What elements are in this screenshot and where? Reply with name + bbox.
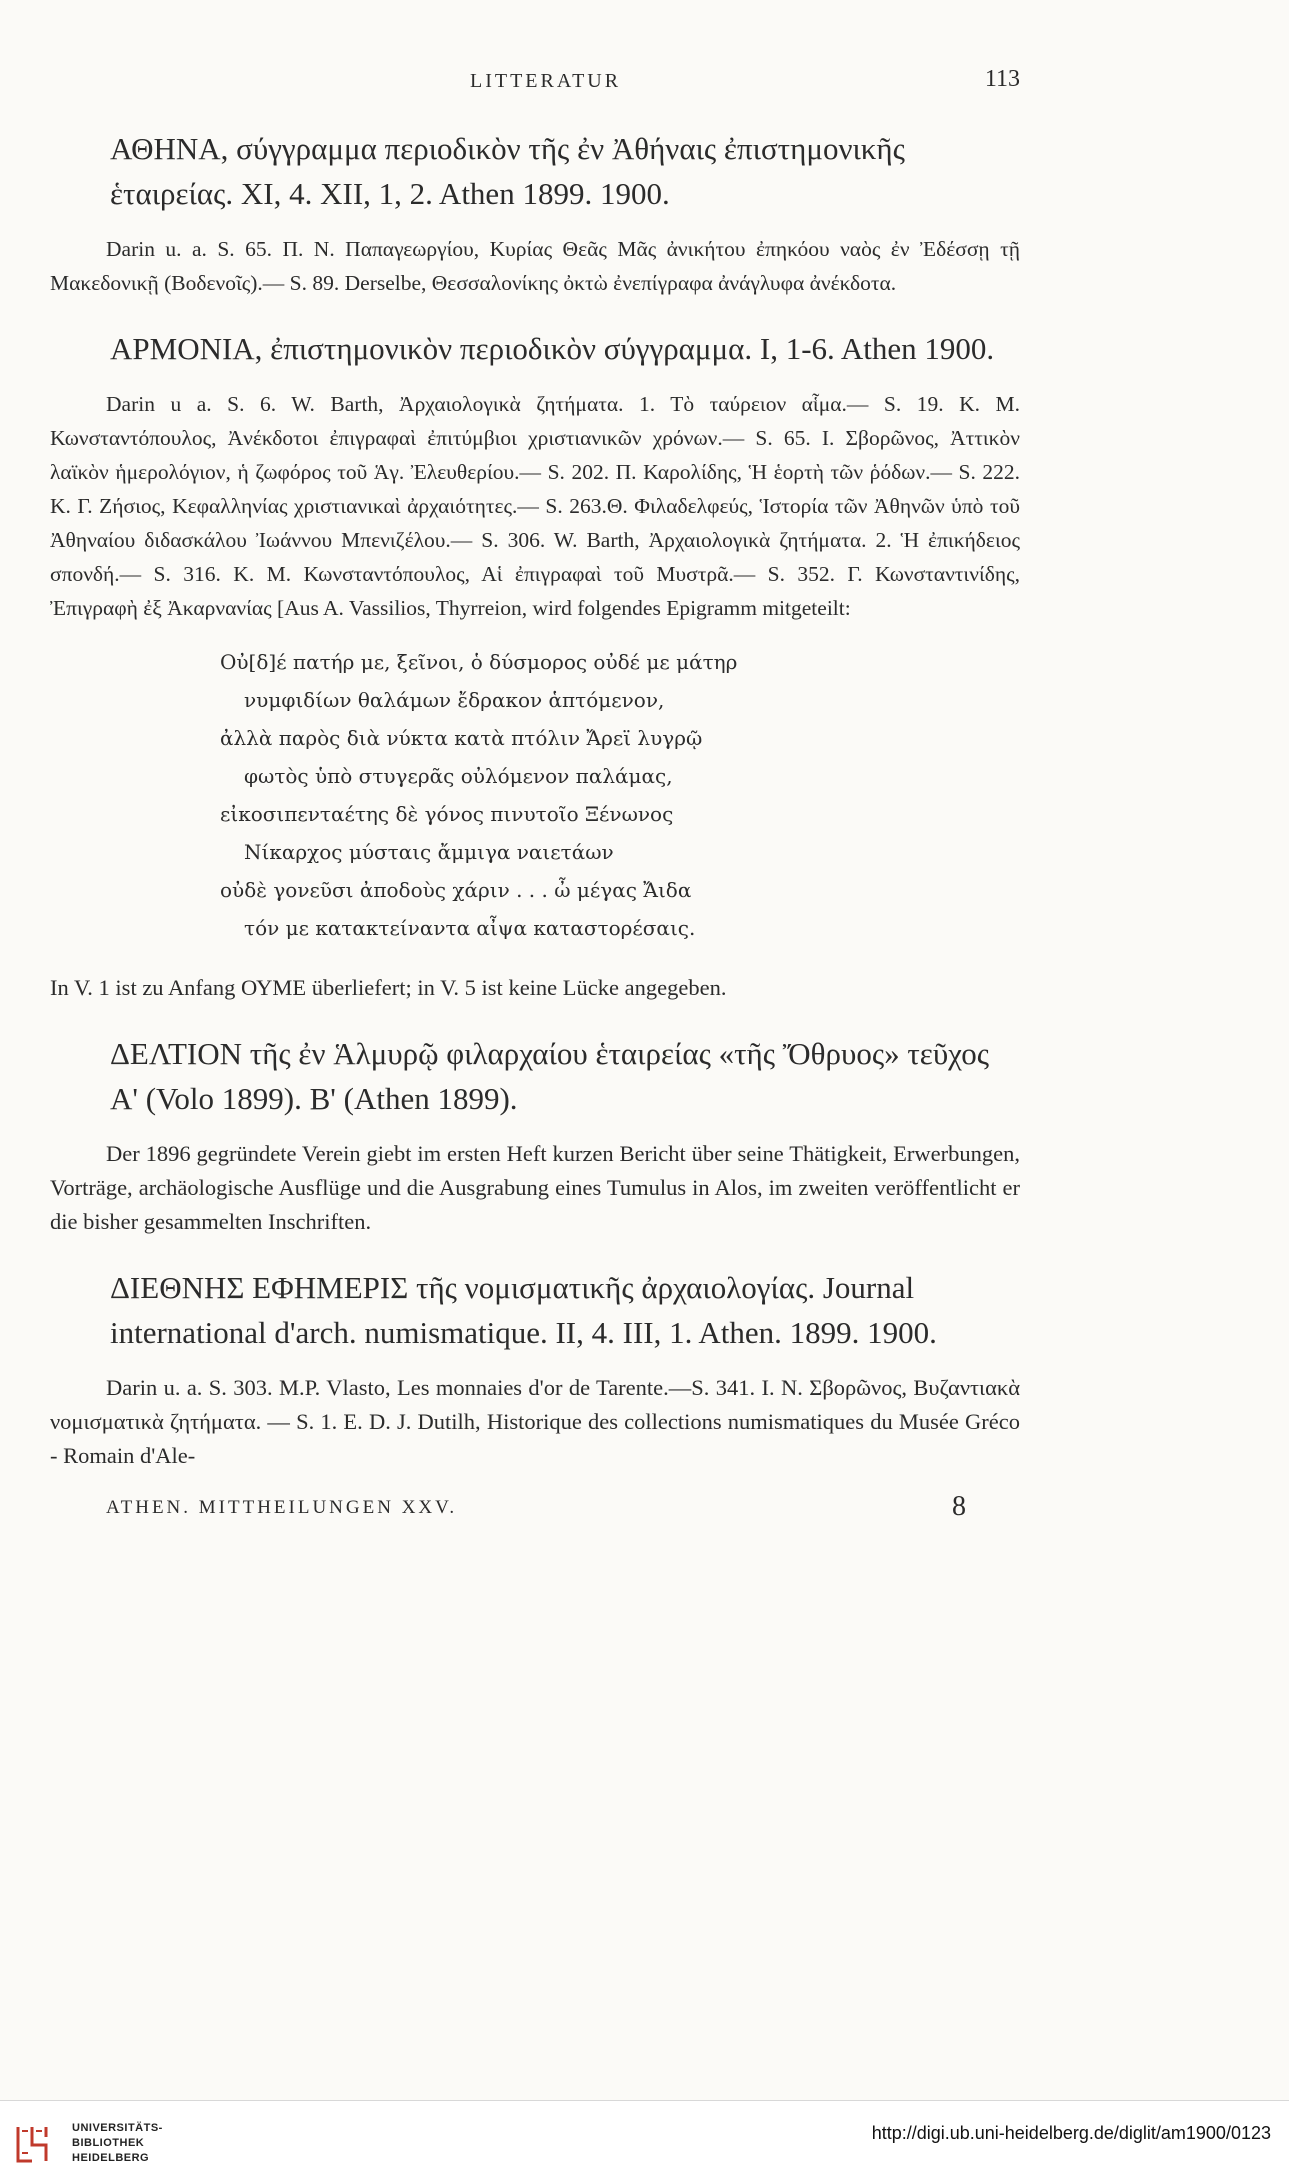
entry-body-deltion: Der 1896 gegründete Verein giebt im ersten Heft kurzen Bericht über seine Thätigkeit, Erwerbungen, Vorträge, archäologische Ausflüge und die Ausgrabung eines Tumulus in Alos, im zweiten veröffentlicht er die bisher gesammelten Inschriften. — [50, 1141, 1020, 1234]
page-content — [50, 60, 1020, 1531]
library-name-line: UNIVERSITÄTS- — [72, 2122, 163, 2134]
poem-line: νυμφιδίων θαλάμων ἔδρακον ἁπτόμενον, — [244, 688, 665, 712]
epigram-note: In V. 1 ist zu Anfang ΟΥΜΕ überliefert; in V. 5 ist keine Lücke angegeben. — [50, 975, 727, 1000]
poem-line: τόν με κατακτείναντα αἶψα καταστορέσαις. — [244, 916, 696, 940]
epigram-poem — [220, 643, 1020, 947]
university-library-logo-icon — [12, 2121, 56, 2167]
entry-body-diethnes: Darin u. a. S. 303. M.P. Vlasto, Les monnaies d'or de Tarente.—S. 341. I. N. Σβορῶνος, Βυζαντιακὰ νομισματικὰ ζητήματα. — S. 1. E. D. J. Dutilh, Historique des collections numismatiques du Musée Gréco - Romain d'Ale- — [50, 1375, 1020, 1468]
poem-line: Οὐ[δ]έ πατήρ με, ξεῖνοι, ὁ δύσμορος οὐδέ με μάτηρ — [220, 650, 738, 674]
signature-line — [50, 1491, 1020, 1531]
poem-line: οὐδὲ γονεῦσι ἀποδοὺς χάριν . . . ὦ μέγας Ἄιδα — [220, 878, 692, 902]
entry-body-athena: Darin u. a. S. 65. Π. Ν. Παπαγεωργίου, Κυρίας Θεᾶς Μᾶς ἀνικήτου ἐπηκόου ναὸς ἐν Ἐδέσσῃ τῇ Μακεδονικῇ (Βοδενοῖς).— S. 89. Derselbe, Θεσσαλονίκης ὀκτὼ ἐνεπίγραφα ἀνάγλυφα ἀνέκδοτα. — [50, 237, 1020, 295]
library-name — [72, 2121, 163, 2166]
running-head-title: LITTERATUR — [470, 70, 622, 92]
entry-title-diethnes: ΔΙΕΘΝΗΣ ΕΦΗΜΕΡΙΣ τῆς νομισματικῆς ἀρχαιολογίας. Journal international d'arch. numismatique. II, 4. III, 1. Athen. 1899. 1900. — [110, 1270, 937, 1350]
entry-title-athena: ΑΘΗΝΑ, σύγγραμμα περιοδικὸν τῆς ἐν Ἀθήναις ἐπιστημονικῆς ἑταιρείας. XI, 4. XII, 1, 2. Athen 1899. 1900. — [110, 131, 905, 211]
poem-line: φωτὸς ὑπὸ στυγερᾶς οὐλόμενον παλάμας, — [244, 764, 673, 788]
library-name-line: HEIDELBERG — [72, 2152, 150, 2164]
source-url-link[interactable]: http://digi.ub.uni-heidelberg.de/diglit/am1900/0123 — [871, 2123, 1271, 2143]
page-number: 113 — [984, 66, 1020, 92]
running-head — [50, 60, 1020, 100]
library-footer — [0, 2100, 1289, 2174]
entry-body-harmonia: Darin u a. S. 6. W. Barth, Ἀρχαιολογικὰ ζητήματα. 1. Τὸ ταύρειον αἷμα.— S. 19. Κ. Μ. Κωνσταντόπουλος, Ἀνέκδοτοι ἐπιγραφαὶ ἐπιτύμβιοι χριστιανικῶν χρόνων.— S. 65. I. Σβορῶνος, Ἀττικὸν λαϊκὸν ἡμερολόγιον, ἡ ζωφόρος τοῦ Ἁγ. Ἐλευθερίου.— S. 202. Π. Καρολίδης, Ἡ ἑορτὴ τῶν ῥόδων.— S. 222. Κ. Γ. Ζήσιος, Κεφαλληνίας χριστιανικαὶ ἀρχαιότητες.— S. 263.Θ. Φιλαδελφεύς, Ἱστορία τῶν Ἀθηνῶν ὑπὸ τοῦ Ἀθηναίου διδασκάλου Ἰωάννου Μπενιζέλου.— S. 306. W. Barth, Ἀρχαιολογικὰ ζητήματα. 2. Ἡ ἐπικήδειος σπονδή.— S. 316. Κ. Μ. Κωνσταντόπουλος, Αἱ ἐπιγραφαὶ τοῦ Μυστρᾶ.— S. 352. Γ. Κωνσταντινίδης, Ἐπιγραφὴ ἐξ Ἀκαρνανίας [Aus A. Vassilios, Thyrreion, wird folgendes Epigramm mitgeteilt: — [50, 392, 1020, 620]
poem-line: Νίκαρχος μύσταις ἄμμιγα ναιετάων — [244, 840, 614, 864]
signature-text: ATHEN. MITTHEILUNGEN XXV. — [106, 1497, 458, 1518]
library-name-line: BIBLIOTHEK — [72, 2137, 145, 2149]
signature-mark: 8 — [952, 1491, 966, 1522]
entry-title-deltion: ΔΕΛΤΙΟΝ τῆς ἐν Ἁλμυρῷ φιλαρχαίου ἑταιρείας «τῆς Ὄθρυος» τεῦχος Α' (Volo 1899). Β' (Athen 1899). — [110, 1036, 990, 1116]
poem-line: ἀλλὰ παρὸς διὰ νύκτα κατὰ πτόλιν Ἄρεϊ λυγρῷ — [220, 726, 703, 750]
poem-line: εἰκοσιπενταέτης δὲ γόνος πινυτοῖο Ξένωνος — [220, 802, 674, 826]
entry-title-harmonia: ΑΡΜΟΝΙΑ, ἐπιστημονικὸν περιοδικὸν σύγγραμμα. I, 1-6. Athen 1900. — [110, 331, 995, 366]
